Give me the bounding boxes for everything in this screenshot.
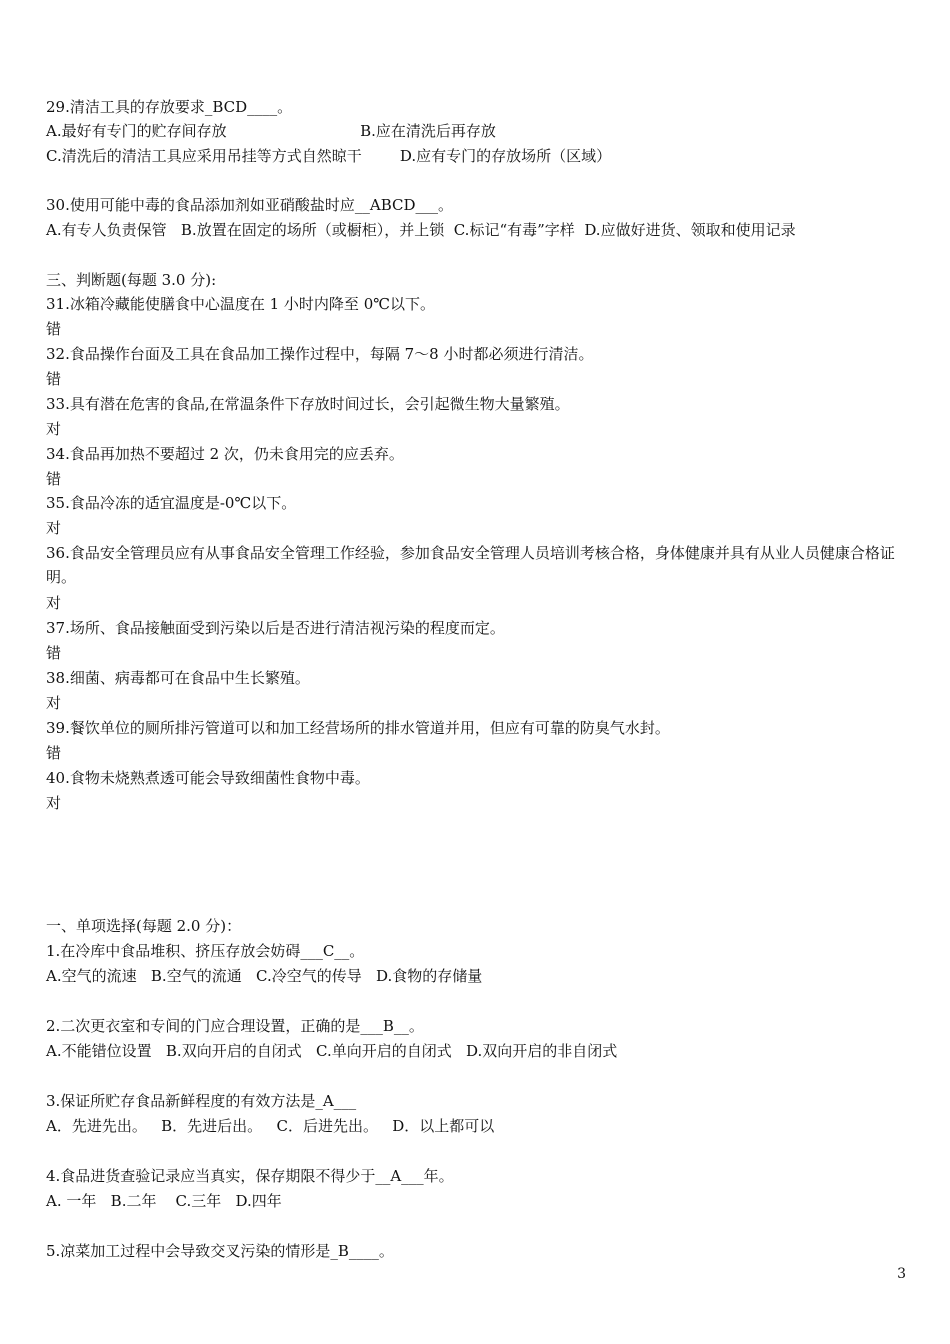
text-line: C.清洗后的清洁工具应采用吊挂等方式自然晾干 D.应有专门的存放场所（区域） xyxy=(46,147,612,165)
text-line: 34.食品再加热不要超过 2 次，仍未食用完的应丢弃。 xyxy=(46,445,404,463)
text-line: 错 xyxy=(46,370,62,388)
text-line: A. 一年 B.二年 C.三年 D.四年 xyxy=(46,1192,282,1210)
page-number: 3 xyxy=(897,1266,906,1282)
text-line: 39.餐饮单位的厕所排污管道可以和加工经营场所的排水管道并用，但应有可靠的防臭气水封。 xyxy=(46,719,670,737)
text-line: 30.使用可能中毒的食品添加剂如亚硝酸盐时应__ABCD___。 xyxy=(46,196,453,214)
text-line: 错 xyxy=(46,320,62,338)
text-line: A.最好有专门的贮存间存放 B.应在清洗后再存放 xyxy=(46,122,496,140)
text-line: 36.食品安全管理员应有从事食品安全管理工作经验，参加食品安全管理人员培训考核合格，身体健康并具有从业人员健康合格证明。 xyxy=(46,544,895,586)
text-line: A.有专人负责保管 B.放置在固定的场所（或橱柜），并上锁 C.标记“有毒”字样 D.应做好进货、领取和使用记录 xyxy=(46,221,796,239)
text-line: 对 xyxy=(46,420,62,438)
text-line: 4.食品进货查验记录应当真实，保存期限不得少于__A___年。 xyxy=(46,1167,454,1185)
text-line: 对 xyxy=(46,794,62,812)
text-line: 对 xyxy=(46,519,62,537)
text-line: 33.具有潜在危害的食品,在常温条件下存放时间过长，会引起微生物大量繁殖。 xyxy=(46,395,570,413)
text-line: 40.食物未烧熟煮透可能会导致细菌性食物中毒。 xyxy=(46,769,370,787)
text-line: A.不能错位设置 B.双向开启的自闭式 C.单向开启的自闭式 D.双向开启的非自闭式 xyxy=(46,1042,618,1060)
text-line: 32.食品操作台面及工具在食品加工操作过程中，每隔 7～8 小时都必须进行清洁。 xyxy=(46,345,594,363)
text-line: 错 xyxy=(46,470,62,488)
text-line: 错 xyxy=(46,744,62,762)
text-line: 38.细菌、病毒都可在食品中生长繁殖。 xyxy=(46,669,310,687)
text-line: 5.凉菜加工过程中会导致交叉污染的情形是_B____。 xyxy=(46,1242,394,1260)
text-line: 一、单项选择(每题 2.0 分)： xyxy=(46,917,242,935)
text-line: 29.清洁工具的存放要求_BCD____。 xyxy=(46,98,293,116)
text-line: A.空气的流速 B.空气的流通 C.冷空气的传导 D.食物的存储量 xyxy=(46,967,483,985)
text-line: 对 xyxy=(46,594,62,612)
text-line: 3.保证所贮存食品新鲜程度的有效方法是_A___ xyxy=(46,1092,357,1110)
text-line: 错 xyxy=(46,644,62,662)
text-line: 三、判断题(每题 3.0 分): xyxy=(46,271,217,289)
text-line: 35.食品冷冻的适宜温度是-0℃以下。 xyxy=(46,494,297,512)
text-line: A．先进先出。 B．先进后出。 C．后进先出。 D．以上都可以 xyxy=(46,1117,495,1135)
text-line: 31.冰箱冷藏能使膳食中心温度在 1 小时内降至 0℃以下。 xyxy=(46,295,436,313)
text-line: 2.二次更衣室和专间的门应合理设置，正确的是___B__。 xyxy=(46,1017,424,1035)
text-line: 1.在冷库中食品堆积、挤压存放会妨碍___C__。 xyxy=(46,942,365,960)
text-line: 对 xyxy=(46,694,62,712)
text-line: 37.场所、食品接触面受到污染以后是否进行清洁视污染的程度而定。 xyxy=(46,619,505,637)
